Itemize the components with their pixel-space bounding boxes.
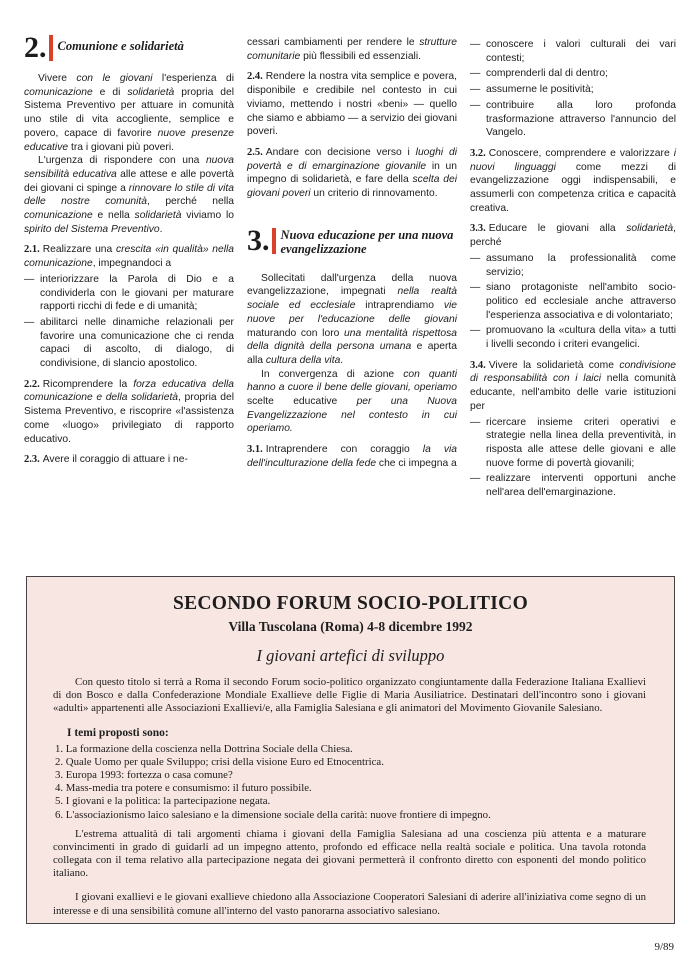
text-run: Conoscere, comprendere e valorizzare — [488, 147, 674, 159]
column-1 — [24, 31, 235, 467]
list-item: — abilitarci nelle dinamiche relazionali per favorire una comunicazione che ci renda capaci di ascolto, di dialogo, di condivisione, di slancio apostolico. — [24, 316, 234, 371]
text-run: , perché — [470, 223, 676, 249]
italic-run: crescita «in qualità» nella comunicazione — [24, 244, 235, 270]
text-run: in un impegno di solidarietà, e fare della — [247, 160, 457, 186]
text-run: Vivere — [38, 73, 77, 84]
forum-closing-2: I giovani exallievi e le giovani exallieve chiedono alla Associazione Cooperatori Salesiani di aderire all'iniziativa come segno di un interesse e di una sensibilità comune all'interno del vasto panorarna associativo salesiano. — [53, 891, 646, 917]
text-run: . — [159, 223, 163, 235]
text-run: propria del Sistema Preventivo per attuare in comunità uno stile di vita accogliente, semplice e povero, capace di favorire — [24, 86, 235, 139]
italic-run: luoghi di povertà e di emarginazione giovanile — [247, 146, 457, 172]
italic-run: una mentalità rispettosa della dignità della persona umana — [247, 327, 457, 353]
italic-run: con le giovani — [76, 73, 153, 84]
italic-run: vie nuove per l'educazione delle giovani — [247, 300, 457, 325]
section-2-number: 2. — [24, 31, 47, 64]
text-run: più flessibili ed essenziali. — [300, 50, 421, 62]
topic-item: 3. Europa 1993: fortezza o casa comune? — [55, 769, 233, 782]
paragraph-3-3: 3.3. Educare le giovani alla solidarietà, perché — [470, 223, 676, 249]
list-item: — assumano la professionalità come servizio; — [470, 252, 676, 279]
text-run: intraprendiamo — [355, 300, 444, 312]
text-run: scelte educative — [247, 396, 338, 408]
paragraph-2-4: 2.4. Rendere la nostra vita semplice e povera, disponibile e credibile nel contesto in cui viviamo, mettendo i nostri «beni» — quello che siamo e abbiamo — a servizio dei giovani poveri. — [247, 71, 457, 138]
paragraph-3-3-list — [470, 252, 676, 352]
text-run: Educare le giovani alla — [488, 223, 627, 235]
forum-announcement-box — [26, 576, 675, 924]
text-run: maturando con loro — [247, 327, 345, 339]
accent-bar — [272, 228, 276, 254]
text-run: , impegnandoci a — [92, 258, 172, 270]
italic-run: rinnovare lo stile di vita delle nostre comunità — [24, 182, 234, 208]
text-run: Intraprendere con coraggio — [265, 444, 423, 456]
accent-bar — [49, 35, 53, 61]
text-run: Rendere la nostra vita semplice e povera, disponibile e credibile nel contesto in cui viviamo, mettendo i nostri «beni» — quello che siamo e abbiamo — a servizio dei giovani poveri. — [247, 71, 457, 138]
italic-run: con quanti hanno a cuore il bene delle giovani, operiamo — [247, 368, 457, 394]
italic-run: solidarietà — [134, 210, 182, 222]
text-run: nella comunità educante, nell'ambito delle varie istituzioni per — [470, 373, 676, 412]
section-3-number: 3. — [247, 223, 270, 257]
paragraph-3-4-list — [470, 416, 676, 500]
list-item: — siano protagoniste nell'ambito socio-politico ed ecclesiale anche attraverso l'esperienza associativa e di volontariato; — [470, 281, 676, 322]
paragraph-2-2: 2.2. Ricomprendere la forza educativa della comunicazione e della solidarietà, propria del Sistema Preventivo, e riscoprire «l'assistenza come «luogo» privilegiato di rapporto educativo. — [24, 378, 234, 445]
topics-heading: I temi proposti sono: — [67, 726, 169, 739]
text-run: Ricomprendere la — [42, 378, 134, 390]
text-run: , perché nella — [147, 196, 234, 208]
italic-run: forza educativa della comunicazione e della solidarietà — [24, 378, 234, 404]
text-run: cessari cambiamenti per rendere le — [247, 37, 420, 48]
italic-run: per una Nuova Evangelizzazione nel contesto in cui operiamo. — [247, 396, 457, 435]
italic-run: strutture comunitarie — [247, 37, 457, 62]
forum-closing-1: L'estrema attualità di tali argomenti chiama i giovani della Famiglia Salesiana ad una coscienza più attenta e a maturare convincimenti in grado di guidarli ad un impegno attento, profondo ed efficace nella realtà sociale e politica. Una tavola rotonda collegata con il tema relativo alla partecipazione negata dei giovani permetterà il confronto diretto con esponenti del mondo politico italiano. — [53, 827, 646, 880]
text-run: Andare con decisione verso i — [265, 146, 416, 158]
text-run: alle attese e alle povertà dei giovani ci spinge a — [24, 168, 235, 194]
text-run: Realizzare una — [42, 244, 116, 256]
text-run: In convergenza di azione — [261, 368, 395, 380]
forum-subtitle: Villa Tuscolana (Roma) 4-8 dicembre 1992 — [228, 619, 473, 634]
text-run: e aperta alla — [247, 341, 457, 366]
text-run: che ci impegna a — [376, 457, 457, 469]
page-number: 9/89 — [654, 941, 674, 953]
section-3-intro-2 — [247, 368, 457, 437]
topic-item: 6. L'associazionismo laico salesiano e la dimensione sociale della carità: nuove frontiere di impegno. — [55, 808, 491, 821]
text-run: L'urgenza di rispondere con una — [38, 155, 206, 167]
text-run: Sollecitati dall'urgenza della nuova evangelizzazione, impegnati — [247, 272, 457, 298]
list-item: — interiorizzare la Parola di Dio e a condividerla con le giovani per maturare rapporti ricchi di fede e di umanità; — [24, 273, 234, 314]
italic-run: nuova sensibilità educativa — [24, 155, 234, 180]
italic-run: condivisione di responsabilità con i laici — [470, 359, 676, 385]
list-item: — promuovano la «cultura della vita» a tutti i livelli secondo i criteri evangelici. — [470, 324, 676, 351]
section-2-heading — [24, 31, 234, 64]
paragraph-2-1-list — [24, 273, 234, 371]
paragraph-2-5: 2.5. Andare con decisione verso i luoghi di povertà e di emarginazione giovanile in un impegno di solidarietà, e fare della scelta dei giovani poveri un criterio di rinnovamento. — [247, 146, 457, 200]
italic-run: i nuovi linguaggi — [470, 147, 676, 173]
paragraph-3-4: 3.4. Vivere la solidarietà come condivisione di responsabilità con i laici nella comunità educante, nell'ambito delle varie istituzioni per — [470, 359, 676, 412]
italic-run: nella realtà sociale ed ecclesiale — [247, 286, 458, 312]
forum-title: SECONDO FORUM SOCIO-POLITICO — [172, 593, 529, 614]
text-run: e di — [92, 86, 128, 98]
text-run: Vivere la solidarietà come — [488, 359, 620, 371]
forum-intro: Con questo titolo si terrà a Roma il secondo Forum socio-politico organizzato congiuntamente dalla Federazione Italiana Exallievi di don Bosco e dalla Confederazione Mondiale Exallieve delle Figlie di Maria Ausiliatrice. Destinatari dell'incontro sono i giovani «adulti» appartenenti alle Associazioni Exallievi/e, alla Famiglia Salesiana e gli animatori del Movimento Giovanile Salesiano. — [53, 676, 646, 715]
list-item: — assumerne le positività; — [470, 83, 676, 97]
paragraph-3-1: 3.1. Intraprendere con coraggio la via dell'inculturazione della fede che ci impegna a — [247, 444, 457, 469]
column-3 — [470, 36, 676, 502]
italic-run: la via dell'inculturazione della fede — [247, 444, 457, 469]
list-item: — contribuire alla loro profonda trasformazione attraverso l'annuncio del Vangelo. — [470, 99, 676, 140]
text-run: , propria del Sistema Preventivo, e riscoprire «l'assistenza come «luogo» privilegiato di rapporto educativo. — [24, 392, 234, 445]
italic-run: solidarietà — [127, 86, 175, 98]
list-item: — realizzare interventi opportuni anche nell'area dell'emarginazione. — [470, 472, 676, 499]
italic-run: nuove presenze educative — [24, 127, 234, 153]
paragraph-3-1-list — [470, 38, 676, 140]
text-run: come mezzi di evangelizzazione oggi indispensabili, e assumerli con competenza critica e capacità creativa. — [470, 161, 676, 214]
list-item: — comprenderli dal di dentro; — [470, 67, 676, 81]
forum-tagline: I giovani artefici di sviluppo — [256, 646, 445, 665]
section-2-title: Comunione e solidarietà — [57, 39, 184, 53]
paragraph-2-3-continued — [247, 36, 457, 63]
list-item: — ricercare insieme criteri operativi e strategie nella linea della preventività, in risposta alle attese delle giovani e alle nuove forme di povertà giovanili; — [470, 416, 676, 471]
text-run: viviamo lo — [181, 210, 234, 222]
italic-run: comunicazione — [24, 86, 93, 98]
column-2 — [247, 36, 457, 471]
topic-item: 4. Mass-media tra potere e consumismo: il futuro possibile. — [55, 782, 312, 795]
text-run: . — [340, 354, 344, 366]
text-run: l'esperienza di — [152, 73, 234, 84]
italic-run: scelta dei giovani poveri — [247, 174, 457, 200]
topic-item: 2. Quale Uomo per quale Sviluppo; crisi della visione Euro ed Etnocentrica. — [55, 755, 384, 768]
topic-item: 5. I giovani e la politica: la partecipazione negata. — [55, 795, 271, 808]
paragraph-2-1: 2.1. Realizzare una crescita «in qualità» nella comunicazione, impegnandoci a — [24, 244, 235, 270]
section-3-heading — [247, 223, 457, 257]
text-run: tra i giovani più poveri. — [68, 141, 174, 153]
section-2-intro-1 — [24, 72, 234, 154]
italic-run: comunicazione — [24, 210, 93, 222]
section-3-intro-1 — [247, 272, 457, 368]
section-3-title: Nuova educazione per una nuova evangelizzazione — [280, 227, 454, 256]
text-run: un criterio di rinnovamento. — [310, 188, 438, 200]
paragraph-3-2: 3.2. Conoscere, comprendere e valorizzare i nuovi linguaggi come mezzi di evangelizzazione oggi indispensabili, e assumerli con competenza critica e capacità creativa. — [470, 147, 676, 214]
italic-run: spirito del Sistema Preventivo — [24, 223, 160, 235]
section-2-intro-2 — [24, 154, 234, 236]
text-run: e nella — [92, 210, 135, 222]
topic-item: 1. La formazione della coscienza nella Dottrina Sociale della Chiesa. — [55, 742, 353, 755]
list-item: — conoscere i valori culturali dei vari contesti; — [470, 38, 676, 65]
italic-run: cultura della vita — [265, 354, 341, 366]
paragraph-2-3-start: 2.3. Avere il coraggio di attuare i ne- — [24, 454, 188, 466]
italic-run: solidarietà — [626, 223, 674, 235]
topics-list — [27, 743, 674, 822]
